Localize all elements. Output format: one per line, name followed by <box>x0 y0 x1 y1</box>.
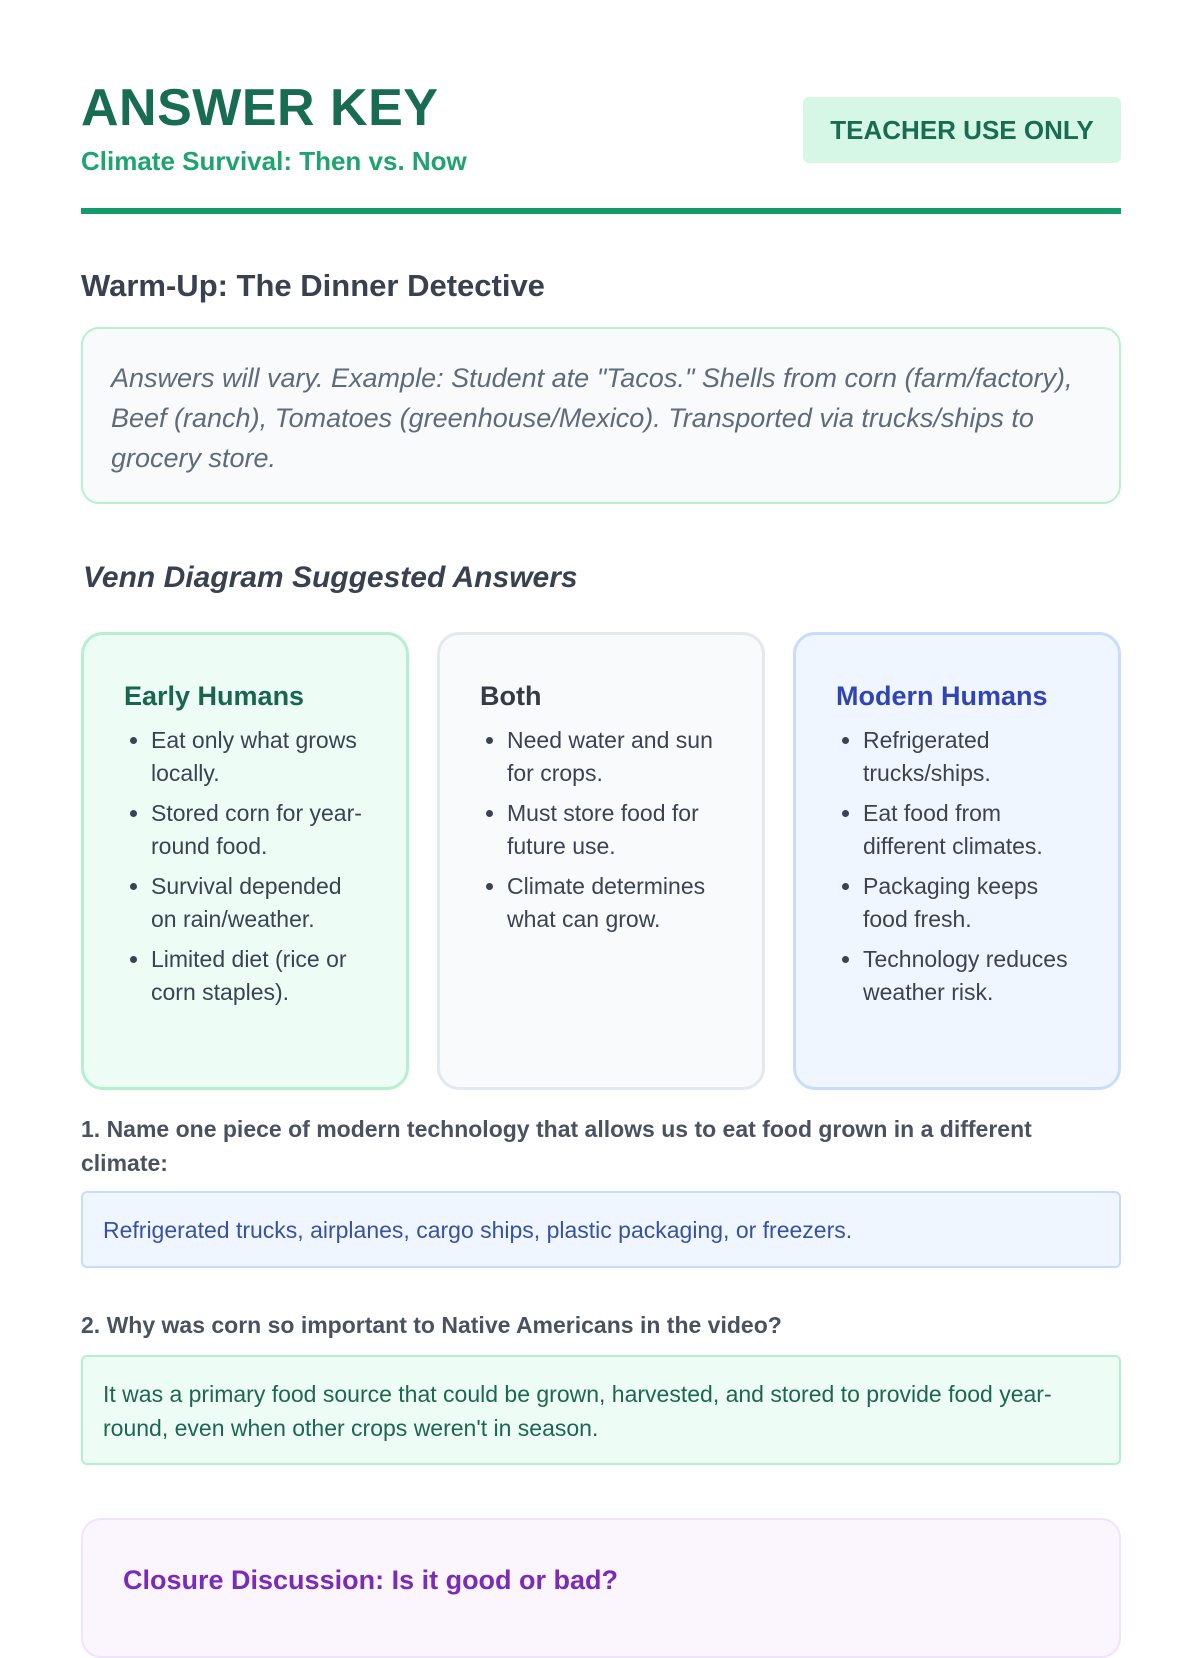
venn-list <box>836 724 1078 1009</box>
question-1: 1. Name one piece of modern technology that allows us to eat food grown in a different climate: <box>81 1116 1032 1176</box>
warmup-answer-box: Answers will vary. Example: Student ate "Tacos." Shells from corn (farm/factory), Beef (ranch), Tomatoes (greenhouse/Mexico). Transported via trucks/ships to grocery store. <box>81 327 1121 504</box>
venn-column-both <box>437 632 765 1090</box>
list-item: • Must store food for future use. <box>507 797 722 863</box>
list-item: • Survival depended on rain/weather. <box>151 870 366 936</box>
answer-key-page <box>81 0 1121 1595</box>
warmup-heading: Warm-Up: The Dinner Detective <box>81 268 545 303</box>
list-item: • Stored corn for year-round food. <box>151 797 366 863</box>
teacher-use-badge: TEACHER USE ONLY <box>803 97 1121 163</box>
list-item: • Eat only what grows locally. <box>151 724 366 790</box>
list-item: • Climate determines what can grow. <box>507 870 722 936</box>
list-item: • Technology reduces weather risk. <box>863 943 1078 1009</box>
list-item: • Limited diet (rice or corn staples). <box>151 943 366 1009</box>
list-item: • Refrigerated trucks/ships. <box>863 724 1078 790</box>
closure-discussion-box <box>81 1518 1121 1658</box>
closure-heading: Closure Discussion: Is it good or bad? <box>123 1565 619 1595</box>
list-item: • Packaging keeps food fresh. <box>863 870 1078 936</box>
page-subtitle: Climate Survival: Then vs. Now <box>81 146 467 176</box>
venn-heading: Venn Diagram Suggested Answers <box>83 561 578 594</box>
page-header <box>81 0 1121 214</box>
venn-column-modern-humans <box>793 632 1121 1090</box>
venn-column-early-humans <box>81 632 409 1090</box>
page-title: ANSWER KEY <box>81 79 439 137</box>
list-item: • Eat food from different climates. <box>863 797 1078 863</box>
venn-list <box>124 724 366 1009</box>
answer-1-box: Refrigerated trucks, airplanes, cargo ships, plastic packaging, or freezers. <box>81 1191 1121 1268</box>
venn-column-title: Early Humans <box>124 681 305 711</box>
venn-column-title: Both <box>480 681 542 711</box>
venn-list <box>480 724 722 936</box>
answer-2-box: It was a primary food source that could be grown, harvested, and stored to provide food year-round, even when other crops weren't in season. <box>81 1355 1121 1465</box>
question-2: 2. Why was corn so important to Native Americans in the video? <box>81 1312 782 1338</box>
list-item: • Need water and sun for crops. <box>507 724 722 790</box>
venn-column-title: Modern Humans <box>836 681 1048 711</box>
